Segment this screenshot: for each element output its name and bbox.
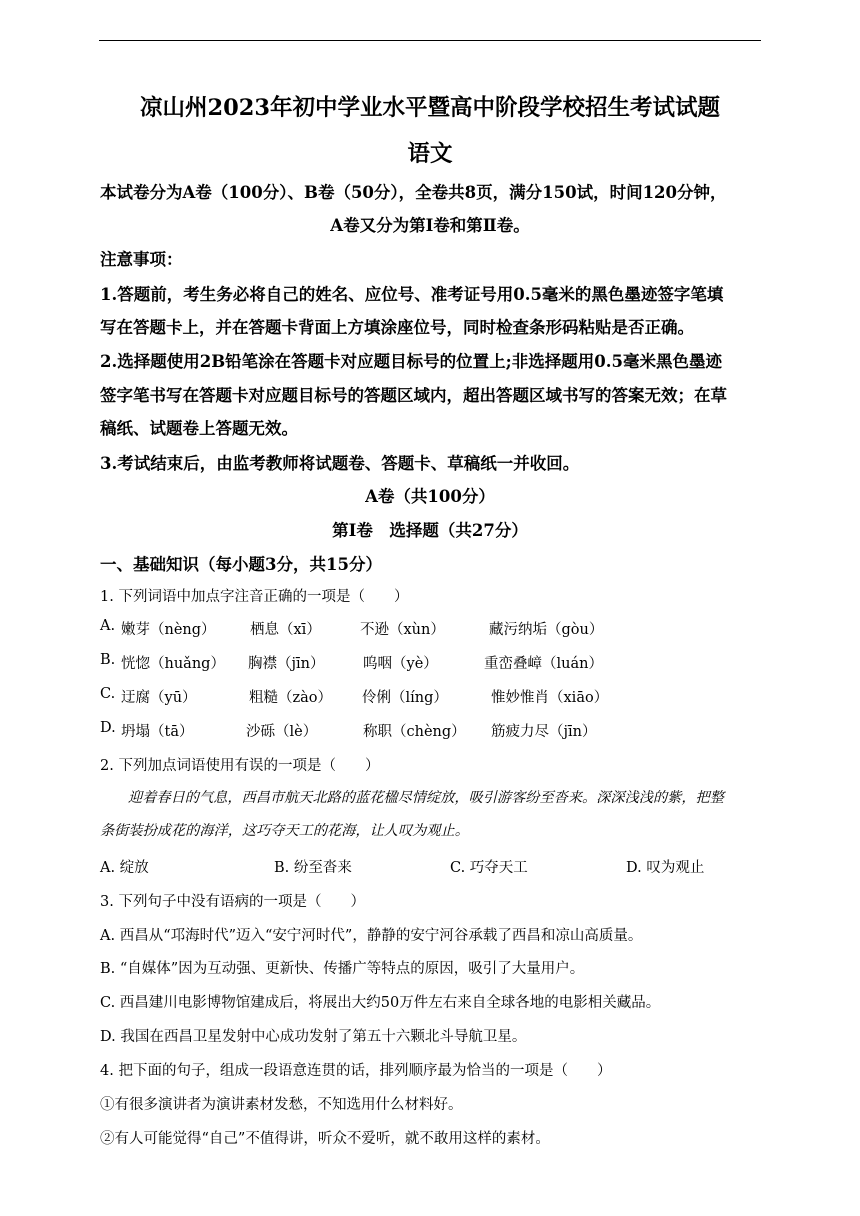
q1-option-d-word-3: 称职（chèng） [363,724,466,740]
q1-option-c-word-4: 惟妙惟肖（xiāo） [491,690,609,706]
q3-option-a: A. 西昌从“邛海时代”迈入“安宁河时代”，静静的安宁河谷承载了西昌和凉山高质量。 [100,928,643,944]
q1-option-a-label: A. [100,618,116,634]
q1-option-d-word-2: 沙砾（lè） [246,724,318,740]
q1-option-b-word-3: 呜咽（yè） [363,656,438,672]
top-rule [99,40,761,41]
notice-item-2b: 签字笔书写在答题卡对应题目标号的答题区域内，超出答题区域书写的答案无效；在草 [100,386,727,405]
volume-1-heading: 第Ⅰ卷 选择题（共27分） [332,521,528,540]
subject-title: 语文 [407,141,453,167]
notice-item-2c: 稿纸、试题卷上答题无效。 [100,419,298,438]
q4-stem: 4. 把下面的句子，组成一段语意连贯的话，排列顺序最为恰当的一项是（ ） [100,1063,612,1079]
q4-sentence-1: ①有很多演讲者为演讲素材发愁，不知选用什么材料好。 [100,1097,463,1113]
q2-option-c: C. 巧夺天工 [450,860,528,876]
q1-stem: 1. 下列词语中加点字注音正确的一项是（ ） [100,589,409,605]
q1-option-b-label: B. [100,652,116,668]
q3-option-d: D. 我国在西昌卫星发射中心成功发射了第五十六颗北斗导航卫星。 [100,1029,527,1045]
q2-passage-line-2: 条街装扮成花的海洋，这巧夺天工的花海，让人叹为观止。 [100,823,469,839]
notice-item-3: 3.考试结束后，由监考教师将试题卷、答题卡、草稿纸一并收回。 [100,454,580,473]
q1-option-d-word-1: 坍塌（tā） [121,724,194,740]
notice-heading: 注意事项： [100,250,183,269]
q3-option-c: C. 西昌建川电影博物馆建成后，将展出大约50万件左右来自全球各地的电影相关藏品。 [100,995,661,1011]
q1-option-a-word-3: 不逊（xùn） [360,622,445,638]
part-1-heading: 一、基础知识（每小题3分，共15分） [100,555,382,574]
q1-option-d-word-4: 筋疲力尽（jīn） [491,724,597,740]
intro-line-2: A卷又分为第Ⅰ卷和第Ⅱ卷。 [330,216,530,235]
q2-passage-line-1: 迎着春日的气息，西昌市航天北路的蓝花楹尽情绽放，吸引游客纷至沓来。深深浅浅的紫，把整 [128,790,724,806]
notice-item-2a: 2.选择题使用2B铅笔涂在答题卡对应题目标号的位置上;非选择题用0.5毫米黑色墨迹 [100,352,722,371]
q2-stem: 2. 下列加点词语使用有误的一项是（ ） [100,758,380,774]
q1-option-d-label: D. [100,720,116,736]
intro-line-1: 本试卷分为A卷（100分）、B卷（50分），全卷共8页，满分150试，时间120分钟， [100,183,727,202]
notice-item-1a: 1.答题前，考生务必将自己的姓名、应位号、准考证号用0.5毫米的黑色墨迹签字笔填 [100,285,724,304]
q1-option-a-word-1: 嫩芽（nèng） [121,622,216,638]
exam-title: 凉山州2023年初中学业水平暨高中阶段学校招生考试试题 [139,95,721,121]
q1-option-a-word-2: 栖息（xī） [250,622,321,638]
section-a-heading: A卷（共100分） [365,487,495,506]
q4-sentence-2: ②有人可能觉得“自己”不值得讲，听众不爱听，就不敢用这样的素材。 [100,1131,550,1147]
q1-option-b-word-1: 恍惚（huǎng） [121,656,225,672]
q1-option-a-word-4: 藏污纳垢（gòu） [489,622,604,638]
q1-option-c-word-2: 粗糙（zào） [249,690,333,706]
q1-option-c-word-3: 伶俐（líng） [362,690,448,706]
q1-option-b-word-4: 重峦叠嶂（luán） [484,656,603,672]
q3-option-b: B. “自媒体”因为互动强、更新快、传播广等特点的原因，吸引了大量用户。 [100,961,585,977]
q1-option-c-word-1: 迂腐（yū） [121,690,197,706]
q3-stem: 3. 下列句子中没有语病的一项是（ ） [100,894,365,910]
q1-option-b-word-2: 胸襟（jīn） [248,656,325,672]
q1-option-c-label: C. [100,686,116,702]
notice-item-1b: 写在答题卡上，并在答题卡背面上方填涂座位号，同时检查条形码粘贴是否正确。 [100,318,694,337]
q2-option-a: A. 绽放 [100,860,149,876]
q2-option-d: D. 叹为观止 [626,860,705,876]
q2-option-b: B. 纷至沓来 [274,860,352,876]
